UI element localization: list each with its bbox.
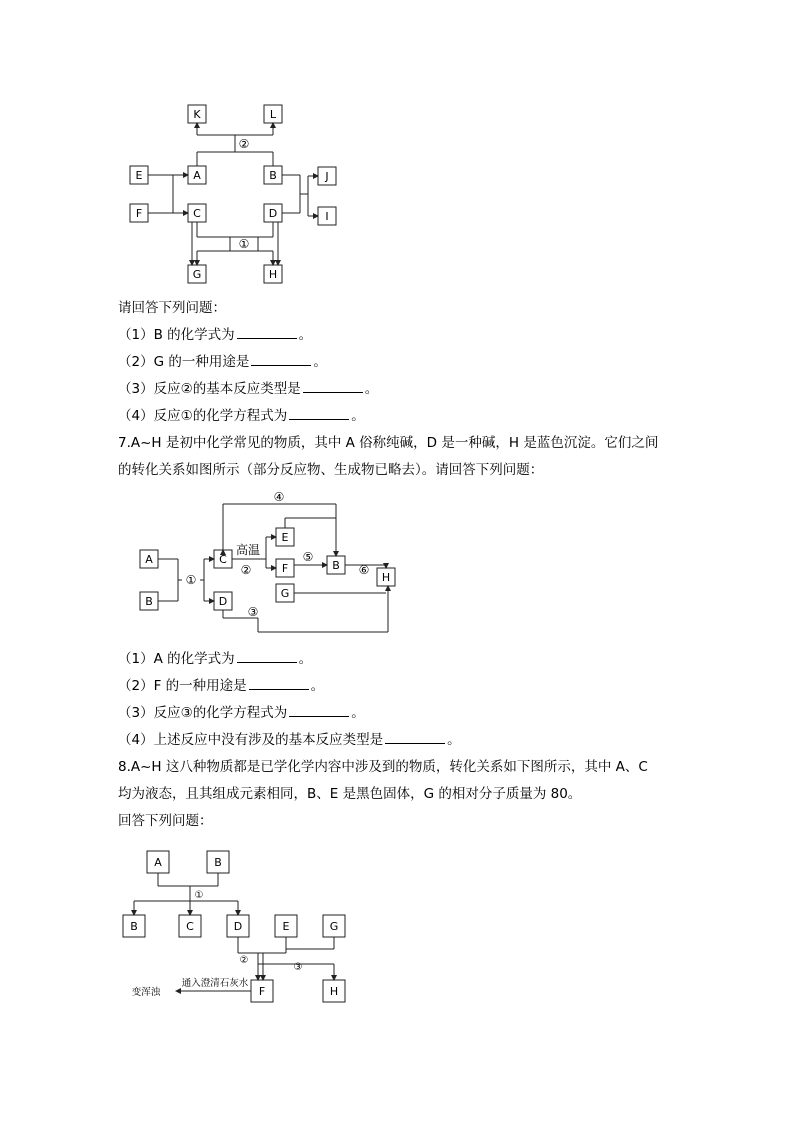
q7-item-3: （3）反应③的化学方程式为 。 — [118, 705, 365, 721]
node-b: B — [130, 920, 138, 933]
node-b-right: B — [332, 559, 340, 572]
condition-high-temp: 高温 — [235, 543, 261, 557]
q7-item-1: （1）A 的化学式为 。 — [118, 651, 313, 667]
node-i: I — [325, 210, 329, 223]
node-g: G — [280, 587, 290, 600]
q7-item-4: （4）上述反应中没有涉及的基本反应类型是 。 — [118, 732, 461, 748]
q8-stem-line-3: 回答下列问题： — [118, 813, 213, 829]
node-h: H — [268, 268, 278, 281]
q6-item-1: （1）B 的化学式为 。 — [118, 327, 313, 343]
reaction-1-label: ① — [194, 890, 204, 901]
reaction-3-label: ③ — [247, 605, 259, 619]
node-j: J — [325, 170, 329, 183]
answer-blank[interactable] — [289, 704, 349, 717]
reaction-2-label: ② — [240, 563, 252, 577]
q6-item-4: （4）反应①的化学方程式为 。 — [118, 408, 365, 424]
arrow-label-limewater: 通入澄清石灰水 — [181, 978, 249, 989]
node-f: F — [281, 562, 289, 575]
node-e: E — [282, 920, 290, 933]
node-d: D — [268, 207, 278, 220]
node-f: F — [135, 207, 143, 220]
node-b-top: B — [214, 856, 222, 869]
diagram-2 — [118, 488, 418, 640]
node-d: D — [233, 920, 243, 933]
node-a: A — [145, 553, 153, 566]
result-turbid: 变浑浊 — [131, 987, 161, 998]
answer-blank[interactable] — [385, 731, 445, 744]
q7-stem-line-1: 7.A~H 是初中化学常见的物质，其中 A 俗称纯碱，D 是一种碱，H 是蓝色沉淀。它们之间 — [118, 435, 659, 451]
answer-blank[interactable] — [303, 380, 363, 393]
node-k: K — [193, 108, 201, 121]
reaction-6-label: ⑥ — [358, 563, 370, 577]
node-e: E — [281, 531, 289, 544]
q8-stem-line-1: 8.A~H 这八种物质都是已学化学内容中涉及到的物质，转化关系如下图所示，其中 A、C — [118, 759, 648, 775]
q6-item-3: （3）反应②的基本反应类型是 。 — [118, 381, 379, 397]
node-g: G — [192, 268, 202, 281]
node-a: A — [154, 856, 162, 869]
answer-blank[interactable] — [251, 353, 311, 366]
node-g: G — [329, 920, 339, 933]
answer-blank[interactable] — [237, 326, 297, 339]
node-c: C — [219, 553, 227, 566]
reaction-1-label: ① — [238, 237, 250, 251]
node-d: D — [218, 595, 228, 608]
node-c: C — [186, 920, 194, 933]
q8-stem-line-2: 均为液态，且其组成元素相同，B、E 是黑色固体，G 的相对分子质量为 80。 — [118, 786, 582, 802]
diagram-1 — [118, 95, 358, 290]
node-e: E — [135, 169, 143, 182]
answer-blank[interactable] — [249, 677, 309, 690]
q6-intro: 请回答下列问题： — [118, 300, 226, 316]
reaction-3-label: ③ — [293, 962, 303, 973]
answer-blank[interactable] — [289, 407, 349, 420]
answer-blank[interactable] — [237, 650, 297, 663]
q6-item-2: （2）G 的一种用途是 。 — [118, 354, 327, 370]
node-c: C — [193, 207, 201, 220]
q7-stem-line-2: 的转化关系如图所示（部分反应物、生成物已略去）。请回答下列问题： — [118, 462, 544, 478]
node-b: B — [269, 169, 277, 182]
reaction-2-label: ② — [238, 137, 250, 151]
reaction-2-label: ② — [239, 955, 249, 966]
node-l: L — [269, 108, 277, 121]
reaction-1-label: ① — [185, 573, 197, 587]
node-a: A — [193, 169, 201, 182]
q7-item-2: （2）F 的一种用途是 。 — [118, 678, 325, 694]
node-b: B — [145, 595, 153, 608]
node-h: H — [381, 571, 391, 584]
node-h: H — [329, 985, 339, 998]
reaction-5-label: ⑤ — [302, 550, 314, 564]
diagram-3 — [118, 845, 368, 1010]
reaction-4-label: ④ — [273, 490, 285, 504]
node-f: F — [258, 985, 266, 998]
